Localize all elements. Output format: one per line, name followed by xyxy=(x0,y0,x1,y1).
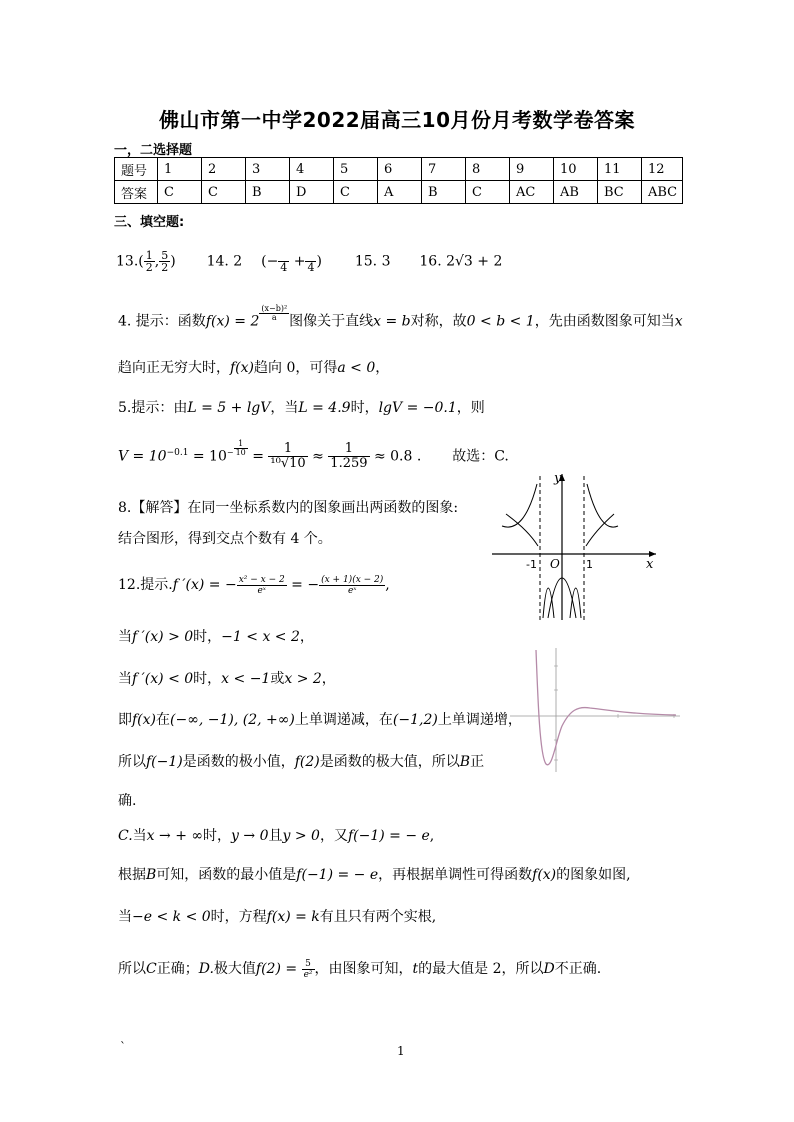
numerator: (x−b)² xyxy=(261,304,288,313)
denominator: 4 xyxy=(307,261,315,274)
text: 趋向 0，可得 xyxy=(254,360,338,376)
text: 时， xyxy=(193,671,222,687)
text: 当 xyxy=(118,671,132,687)
denominator: eˣ xyxy=(347,585,357,596)
text: 有且只有两个实根, xyxy=(319,909,437,925)
p8-line1: 8.【解答】在同一坐标系数内的图象画出两函数的图象: xyxy=(118,500,459,516)
p8-line2: 结合图形，得到交点个数有 4 个。 xyxy=(118,531,332,547)
formula: x → + ∞ xyxy=(146,828,204,844)
table-cell: A xyxy=(378,181,422,204)
numerator: 5 xyxy=(302,959,315,970)
formula: f(x) xyxy=(230,360,255,376)
text: 且 xyxy=(268,828,283,844)
section-heading-choice: 一，二选择题 xyxy=(114,143,193,158)
formula: f(−1) = − e xyxy=(296,867,379,883)
numerator: 1 xyxy=(268,442,307,457)
p5-line2 xyxy=(118,440,509,471)
text: 是函数的极大值，所以 xyxy=(319,754,460,770)
curve xyxy=(587,484,618,527)
variable: B xyxy=(146,867,157,883)
denominator: a xyxy=(271,313,277,322)
formula: (−1,2) xyxy=(392,712,438,728)
text: , xyxy=(429,828,435,844)
text: 可知，函数的最小值是 xyxy=(156,867,297,883)
p12-line1 xyxy=(118,574,390,596)
text: 时， xyxy=(203,828,232,844)
p12-line10 xyxy=(118,958,601,980)
table-cell: 11 xyxy=(598,158,642,181)
table-cell: 12 xyxy=(642,158,683,181)
formula: y > 0 xyxy=(282,828,320,844)
denominator: 1.259 xyxy=(330,456,368,472)
exponent: −0.1 xyxy=(166,448,189,458)
variable: t xyxy=(412,961,419,977)
text: 所以 xyxy=(118,754,146,770)
formula: V = 10 xyxy=(118,448,167,465)
numerator: x² − x − 2 xyxy=(238,574,285,585)
denominator: 4 xyxy=(280,261,288,274)
denominator: 2 xyxy=(145,261,153,274)
formula: x < −1 xyxy=(221,671,271,687)
formula: a < 0 xyxy=(337,360,376,376)
p12-line6: 确. xyxy=(118,793,137,809)
text: 正确； xyxy=(156,961,199,977)
p12-line5 xyxy=(118,751,484,771)
formula: (−∞, −1), (2, +∞) xyxy=(170,712,295,728)
plus: + xyxy=(293,253,306,270)
text: 即 xyxy=(118,712,132,728)
q13-label: 13. xyxy=(116,253,139,270)
fraction xyxy=(159,250,170,273)
text: , xyxy=(385,577,390,593)
exponent-fraction xyxy=(259,305,289,322)
formula: L = 4.9 xyxy=(298,400,351,416)
x-axis-label: x xyxy=(646,557,654,572)
formula: f ′(x) = − xyxy=(172,577,237,593)
formula: x > 2 xyxy=(284,671,322,687)
graph-two-functions xyxy=(488,468,660,626)
formula: y → 0 xyxy=(231,828,269,844)
equals: = xyxy=(247,448,269,465)
numerator: 1 xyxy=(145,249,153,262)
numerator: (x + 1)(x − 2) xyxy=(321,574,384,585)
numerator: 1 xyxy=(234,440,248,449)
tick-label: -1 xyxy=(526,558,537,571)
answer-choice: 故选：C. xyxy=(452,448,509,465)
text: ，先由函数图象可知当 xyxy=(534,313,675,330)
table-cell: 2 xyxy=(202,158,246,181)
table-cell: 10 xyxy=(554,158,598,181)
section-heading-fill: 三、填空题: xyxy=(114,215,185,230)
table-cell: B xyxy=(422,181,466,204)
table-cell: ABC xyxy=(642,181,683,204)
denominator: eˣ xyxy=(257,585,266,596)
formula: = 10 xyxy=(188,448,227,465)
text: 时， xyxy=(350,400,379,416)
formula: f ′(x) < 0 xyxy=(132,671,194,687)
formula: f(x) xyxy=(132,712,157,728)
tick-label: 1 xyxy=(586,558,593,571)
curve xyxy=(502,484,537,527)
table-header-cell: 题号 xyxy=(115,158,158,181)
denominator: 10 xyxy=(235,448,246,457)
text: ， xyxy=(299,629,314,645)
table-cell: C xyxy=(202,181,246,204)
variable: x xyxy=(674,313,683,330)
formula: f(2) xyxy=(294,754,320,770)
table-cell: 4 xyxy=(290,158,334,181)
fraction xyxy=(302,959,315,980)
minus: − xyxy=(266,253,279,270)
text: 根据 xyxy=(118,867,146,883)
fraction xyxy=(278,250,289,273)
formula: −1 < x < 2 xyxy=(221,629,300,645)
text: 对称，故 xyxy=(410,313,467,330)
table-cell: 6 xyxy=(378,158,422,181)
text: 图像关于直线 xyxy=(289,313,374,330)
text: 是函数的极小值， xyxy=(182,754,295,770)
text: 当 xyxy=(118,909,132,925)
numerator: 5 xyxy=(161,249,169,262)
variable: B xyxy=(459,754,471,770)
table-row-numbers xyxy=(115,158,683,181)
table-header-cell: 答案 xyxy=(115,181,158,204)
table-cell: AB xyxy=(554,181,598,204)
formula: f(2) = xyxy=(255,961,302,977)
page-number: 1 xyxy=(397,1044,405,1058)
q16-label: 16. 2√3 + 2 xyxy=(419,253,503,270)
text: 上单调递减，在 xyxy=(294,712,393,728)
text: 趋向正无穷大时， xyxy=(118,360,230,376)
fraction xyxy=(268,442,307,471)
table-cell: D xyxy=(290,181,334,204)
page-title: 佛山市第一中学2022届高三10月份月考数学卷答案 xyxy=(159,108,635,132)
paren: ( xyxy=(261,253,267,270)
q15-label: 15. 3 xyxy=(354,253,391,270)
table-cell: AC xyxy=(510,181,554,204)
fraction xyxy=(319,575,385,596)
p12-line2 xyxy=(118,626,314,646)
table-cell: C xyxy=(334,181,378,204)
table-cell: 3 xyxy=(246,158,290,181)
formula: L = 5 + lgV xyxy=(187,400,271,416)
formula: f(x) xyxy=(532,867,557,883)
text: D. xyxy=(198,961,214,977)
denominator: ¹⁰√10 xyxy=(270,456,306,472)
y-axis-label: y xyxy=(554,471,562,486)
text: 不正确. xyxy=(554,961,602,977)
approx: ≈ xyxy=(307,448,329,465)
denominator: 2 xyxy=(161,261,169,274)
paren: ( xyxy=(138,253,144,270)
graph-fx xyxy=(500,644,684,776)
paren: ) xyxy=(316,253,322,270)
footer-mark: ` xyxy=(120,1040,126,1054)
table-cell: 1 xyxy=(158,158,202,181)
p12-line7 xyxy=(118,825,434,845)
fraction xyxy=(144,250,155,273)
text: ，再根据单调性可得函数 xyxy=(378,867,533,883)
table-cell: C xyxy=(466,181,510,204)
variable: D xyxy=(543,961,555,977)
text: ，由图象可知， xyxy=(314,961,413,977)
text: 所以 xyxy=(118,961,146,977)
p12-line3 xyxy=(118,668,336,688)
table-cell: B xyxy=(246,181,290,204)
table-cell: 8 xyxy=(466,158,510,181)
formula: f(−1) xyxy=(146,754,183,770)
text: 的图象如图, xyxy=(556,867,631,883)
text: 当 xyxy=(118,629,132,645)
text: 上单调递增， xyxy=(437,712,522,728)
table-cell: 7 xyxy=(422,158,466,181)
variable: C xyxy=(146,961,157,977)
text: ，则 xyxy=(456,400,485,416)
text: 时，方程 xyxy=(210,909,267,925)
text: ， xyxy=(375,360,390,376)
fraction xyxy=(328,442,369,471)
text: 正 xyxy=(470,754,485,770)
fx-curve xyxy=(536,650,676,765)
table-cell: 9 xyxy=(510,158,554,181)
text: C. xyxy=(118,828,133,844)
text: ，又 xyxy=(319,828,348,844)
table-row-answers xyxy=(115,181,683,204)
fraction xyxy=(305,250,316,273)
text: ， xyxy=(321,671,336,687)
text: 的最大值是 2，所以 xyxy=(418,961,544,977)
answer-table xyxy=(114,157,683,204)
p12-line8 xyxy=(118,864,631,884)
formula: f ′(x) > 0 xyxy=(132,629,194,645)
exponent-fraction xyxy=(234,440,248,457)
fill-answers xyxy=(116,250,502,273)
text: 当 xyxy=(132,828,147,844)
curve xyxy=(586,514,614,546)
paren: ) xyxy=(170,253,176,270)
p4-line2 xyxy=(118,357,389,377)
table-cell: C xyxy=(158,181,202,204)
formula: f(x) = 2 xyxy=(205,313,260,330)
text: 或 xyxy=(270,671,285,687)
text: 极大值 xyxy=(213,961,256,977)
text: 5.提示：由 xyxy=(118,400,188,416)
p12-line9 xyxy=(118,906,436,926)
formula: lgV = −0.1 xyxy=(378,400,457,416)
denominator: e² xyxy=(303,969,313,980)
formula: f(x) = k xyxy=(266,909,320,925)
p5-line1 xyxy=(118,397,485,417)
p12-line4 xyxy=(118,709,522,729)
table-cell: 5 xyxy=(334,158,378,181)
text: ，当 xyxy=(270,400,299,416)
exponent-sign: − xyxy=(226,448,234,457)
text: 12.提示. xyxy=(118,577,173,593)
text: 4. 提示：函数 xyxy=(118,313,206,330)
formula: x = b xyxy=(373,313,411,330)
formula: f(−1) = − e xyxy=(347,828,430,844)
formula: 0 < b < 1 xyxy=(466,313,535,330)
text: 在 xyxy=(156,712,171,728)
comma: , xyxy=(154,253,160,270)
p4-line1 xyxy=(118,305,683,331)
approx: ≈ 0.8 . xyxy=(369,448,422,465)
numerator: 1 xyxy=(328,442,369,457)
fraction xyxy=(237,575,287,596)
formula: −e < k < 0 xyxy=(132,909,211,925)
text: 时， xyxy=(193,629,222,645)
origin-label: O xyxy=(550,557,560,571)
formula: = − xyxy=(286,577,320,593)
table-cell: BC xyxy=(598,181,642,204)
q14-label: 14. 2 xyxy=(206,253,243,270)
